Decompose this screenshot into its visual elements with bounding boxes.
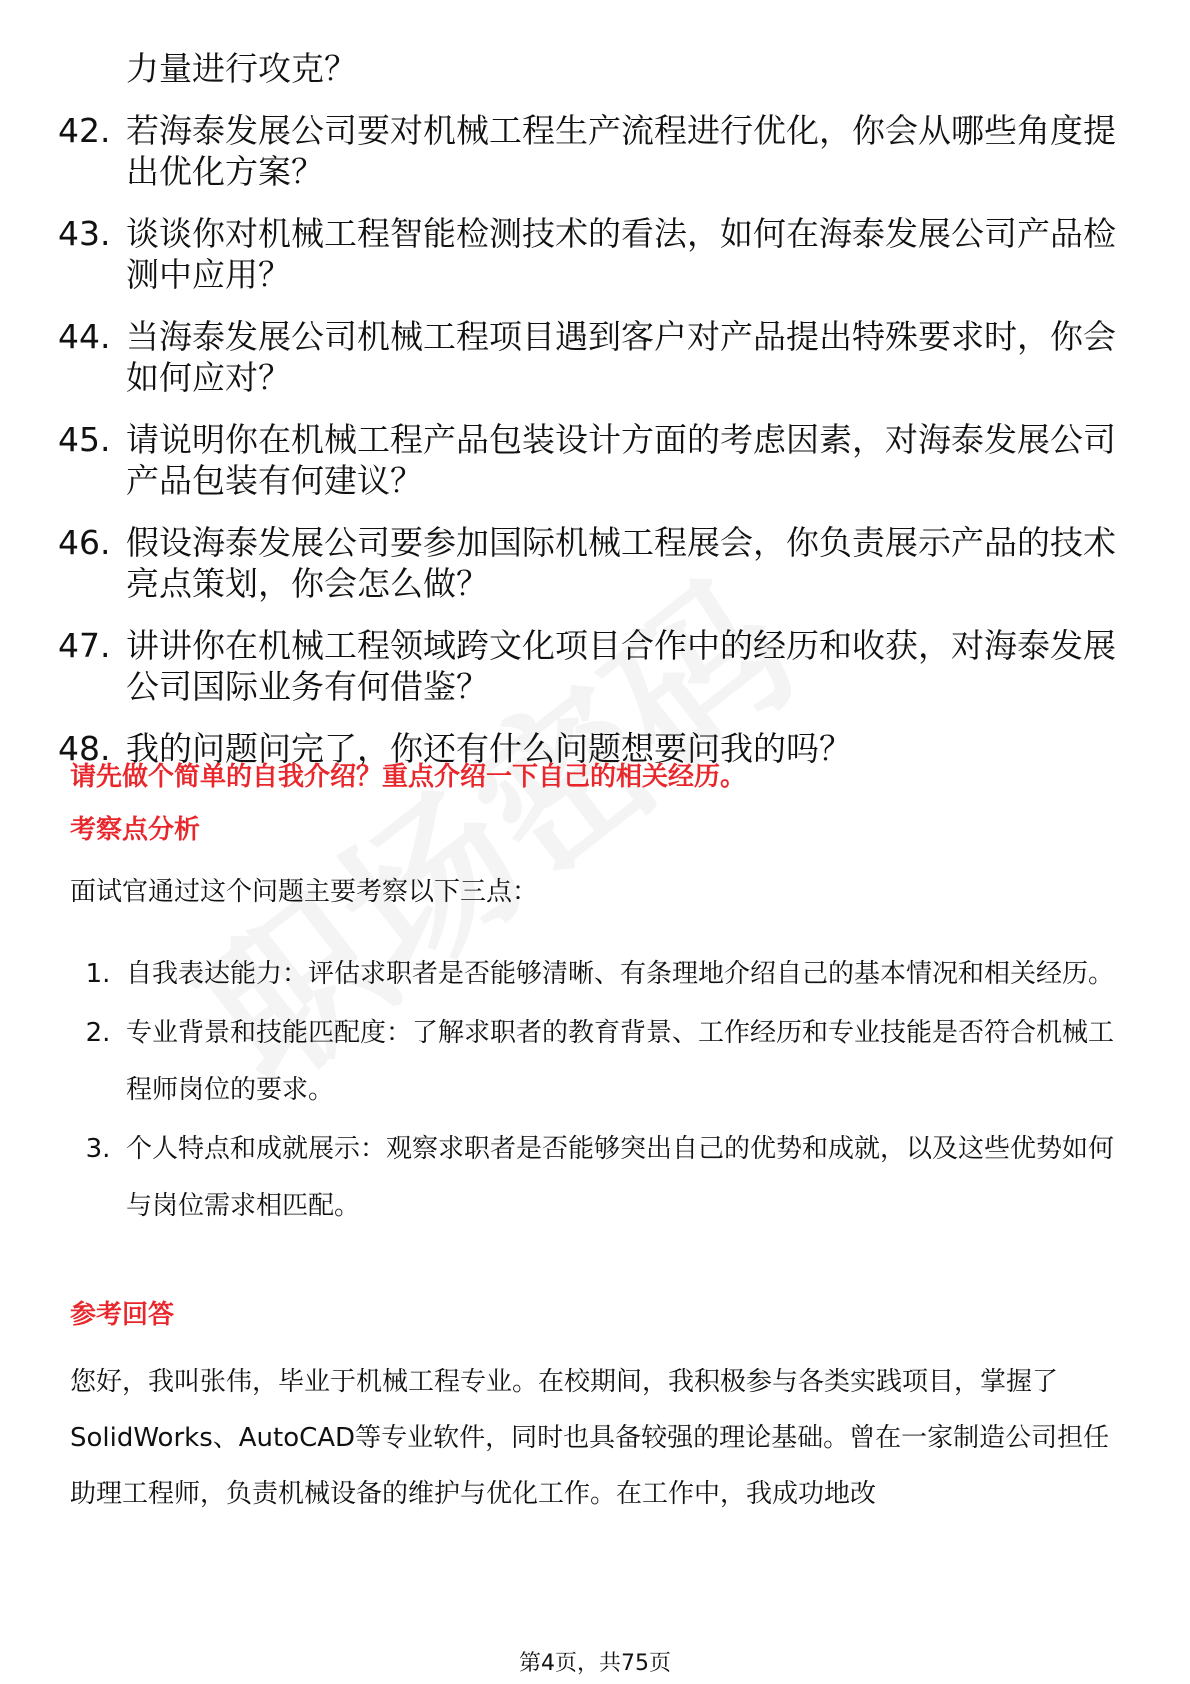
analysis-heading: 考察点分析 <box>70 815 201 845</box>
question-number: 42. <box>58 111 111 150</box>
question-item <box>58 110 1118 192</box>
question-text: 假设海泰发展公司要参加国际机械工程展会，你负责展示产品的技术亮点策划，你会怎么做？ <box>126 523 1116 603</box>
question-item <box>58 625 1118 707</box>
list-item-text: 自我表达能力：评估求职者是否能够清晰、有条理地介绍自己的基本情况和相关经历。 <box>126 959 1115 989</box>
answer-paragraph: 您好，我叫张伟，毕业于机械工程专业。在校期间，我积极参与各类实践项目，掌握了SolidWorks、AutoCAD等专业软件，同时也具备较强的理论基础。曾在一家制造公司担任助理工程师，负责机械设备的维护与优化工作。在工作中，我成功地改 <box>70 1367 1110 1509</box>
question-text: 当海泰发展公司机械工程项目遇到客户对产品提出特殊要求时，你会如何应对？ <box>126 317 1116 397</box>
question-number: 45. <box>58 420 111 459</box>
question-number: 43. <box>58 214 111 253</box>
question-text: 谈谈你对机械工程智能检测技术的看法，如何在海泰发展公司产品检测中应用？ <box>126 214 1116 294</box>
question-text: 讲讲你在机械工程领域跨文化项目合作中的经历和收获，对海泰发展公司国际业务有何借鉴？ <box>126 626 1116 706</box>
question-item <box>58 316 1118 398</box>
question-continuation: 力量进行攻克？ <box>126 49 357 88</box>
question-number: 46. <box>58 523 111 562</box>
interview-question-title: 请先做个简单的自我介绍？重点介绍一下自己的相关经历。 <box>70 762 747 792</box>
question-list <box>58 48 1118 790</box>
list-item-text: 个人特点和成就展示：观察求职者是否能够突出自己的优势和成就，以及这些优势如何与岗位需求相匹配。 <box>126 1134 1115 1221</box>
question-text: 若海泰发展公司要对机械工程生产流程进行优化，你会从哪些角度提出优化方案？ <box>126 111 1116 191</box>
question-item <box>58 522 1118 604</box>
analysis-points-list <box>70 946 1120 1237</box>
question-text: 我的问题问完了，你还有什么问题想要问我的吗？ <box>126 729 852 768</box>
question-item <box>58 213 1118 295</box>
question-text: 请说明你在机械工程产品包装设计方面的考虑因素，对海泰发展公司产品包装有何建议？ <box>126 420 1116 500</box>
list-item-number: 2. <box>85 1018 111 1048</box>
list-item <box>70 1121 1120 1235</box>
page-footer: 第4页，共75页 <box>519 1651 671 1676</box>
list-item-text: 专业背景和技能匹配度：了解求职者的教育背景、工作经历和专业技能是否符合机械工程师岗位的要求。 <box>126 1018 1115 1105</box>
list-item-number: 3. <box>85 1134 111 1164</box>
question-item <box>58 419 1118 501</box>
list-item-number: 1. <box>85 959 111 989</box>
analysis-intro: 面试官通过这个问题主要考察以下三点： <box>70 877 539 907</box>
question-number: 48. <box>58 729 111 768</box>
list-item <box>70 1005 1120 1119</box>
list-item <box>70 946 1120 1003</box>
question-number: 44. <box>58 317 111 356</box>
answer-heading: 参考回答 <box>70 1300 175 1330</box>
question-number: 47. <box>58 626 111 665</box>
